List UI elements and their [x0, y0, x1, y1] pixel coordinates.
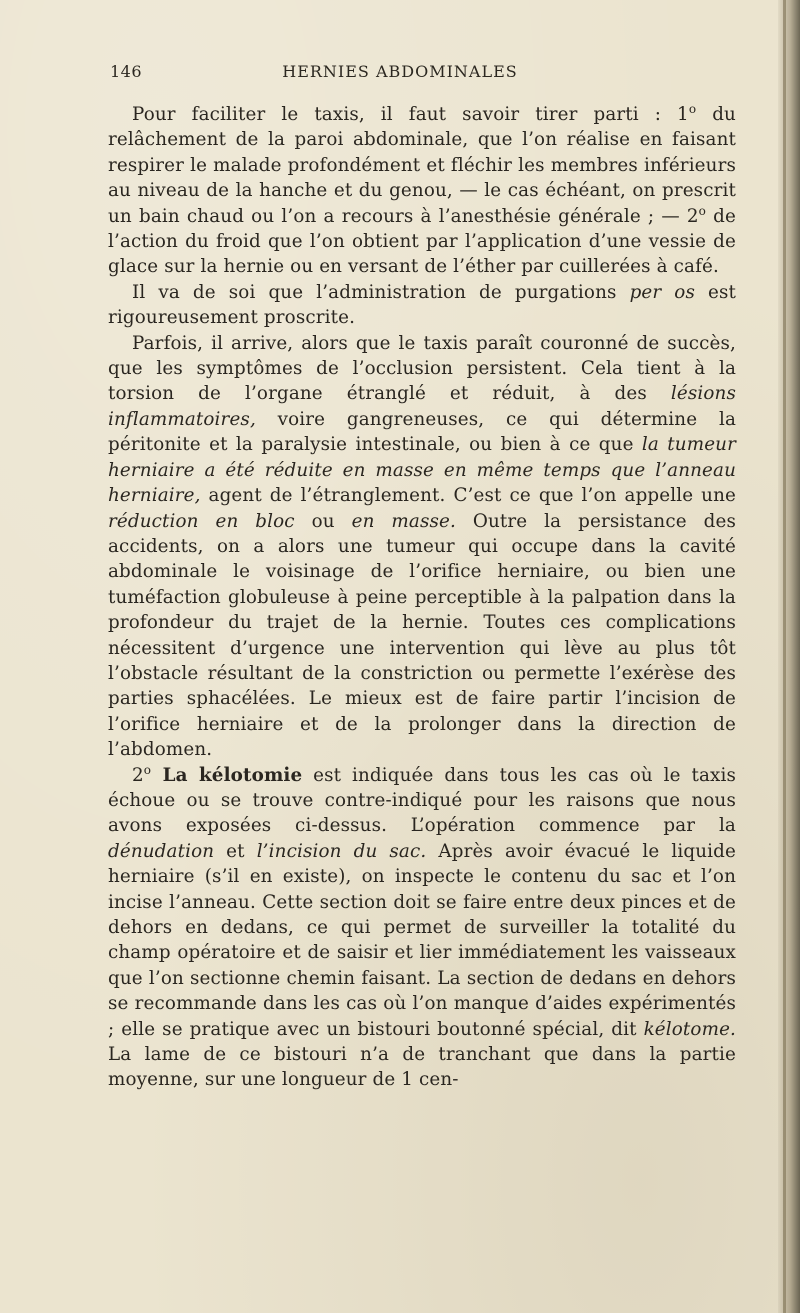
- ordinal-superscript: o: [143, 762, 152, 777]
- paragraph-taxis: [108, 102, 736, 280]
- italic-term: kélotome.: [643, 1018, 736, 1040]
- page-edge-line: [783, 0, 786, 1313]
- italic-term: dénudation: [108, 840, 215, 862]
- text-run: et: [214, 840, 257, 862]
- paragraph-complications: [108, 331, 736, 763]
- text-run: est rigoureusement proscrite.: [108, 281, 736, 329]
- text-run: ou: [294, 510, 352, 532]
- text-run: voire gangreneuses, ce qui détermine la péritonite et la paralysie intestinale, ou bien à ce que: [108, 408, 736, 456]
- text-run: Parfois, il arrive, alors que le taxis paraît couronné de succès, que les symptômes de l’occlusion persistent. Cela tient à la torsion de l’organe étranglé et réduit, à des: [108, 332, 736, 405]
- text-run: Pour faciliter le taxis, il faut savoir tirer parti : 1: [132, 104, 689, 125]
- text-run: La lame de ce bistouri n’a de tranchant que dans la partie moyenne, sur une longueur de 1 cen-: [108, 1044, 736, 1091]
- italic-term: per os: [629, 281, 695, 303]
- paragraph-purgations: [108, 280, 736, 331]
- bold-term: La kélotomie: [151, 764, 303, 786]
- text-run: Il va de soi que l’administration de purgations: [132, 281, 630, 303]
- page-number: 146: [110, 62, 143, 81]
- text-run: de l’action du froid que l’on obtient par l’application d’une vessie de glace sur la hernie ou en versant de l’éther par cuillerées à café.: [108, 205, 736, 278]
- running-header: [110, 62, 736, 88]
- text-run: 2: [132, 764, 144, 786]
- italic-term: réduction en bloc: [108, 510, 295, 532]
- running-title: HERNIES ABDOMINALES: [282, 62, 518, 81]
- body-text: [108, 102, 736, 1093]
- paragraph-kelotomie: [108, 763, 736, 1093]
- text-run: Après avoir évacué le liquide herniaire (s’il en existe), on inspecte le contenu du sac et l’on incise l’anneau. Cette section doit se faire entre deux pinces et de dehors en dedans, ce qui permet de surveiller la totalité du champ opératoire et de saisir et lier immédiatement les vaisseaux que l’on sectionne chemin faisant. La section de dedans en dehors se recommande dans les cas où l’on manque d’aides expérimentés ; elle se pratique avec un bistouri boutonné spécial, dit: [108, 840, 736, 1040]
- page-edge-shadow: [778, 0, 800, 1313]
- ordinal-superscript: o: [698, 203, 707, 218]
- text-run: est indiquée dans tous les cas où le taxis échoue ou se trouve contre-indiqué pour les raisons que nous avons exposées ci-dessus. L’opération commence par la: [108, 764, 736, 837]
- text-run: Outre la persistance des accidents, on a alors une tumeur qui occupe dans la cavité abdominale le voisinage de l’orifice herniaire, ou bien une tuméfaction globuleuse à peine perceptible à la palpation dans la profondeur du trajet de la hernie. Toutes ces complications nécessitent d’urgence une intervention qui lève au plus tôt l’obstacle résultant de la constriction ou permette l’exérèse des parties sphacélées. Le mieux est de faire partir l’incision de l’orifice herniaire et de la prolonger dans la direction de l’abdomen.: [108, 510, 736, 761]
- italic-term: la tumeur herniaire a été réduite en masse en même temps que l’anneau herniaire,: [108, 434, 736, 507]
- ordinal-superscript: o: [688, 101, 697, 116]
- text-run: du relâchement de la paroi abdominale, que l’on réalise en faisant respirer le malade profondément et fléchir les membres inférieurs au niveau de la hanche et du genou, — le cas échéant, on prescrit un bain chaud ou l’on a recours à l’anesthésie générale ; — 2: [108, 104, 736, 227]
- italic-term: lésions inflammatoires,: [108, 383, 736, 430]
- italic-term: l’incision du sac.: [256, 840, 427, 862]
- text-run: agent de l’étranglement. C’est ce que l’on appelle une: [200, 485, 736, 507]
- italic-term: en masse.: [351, 510, 456, 532]
